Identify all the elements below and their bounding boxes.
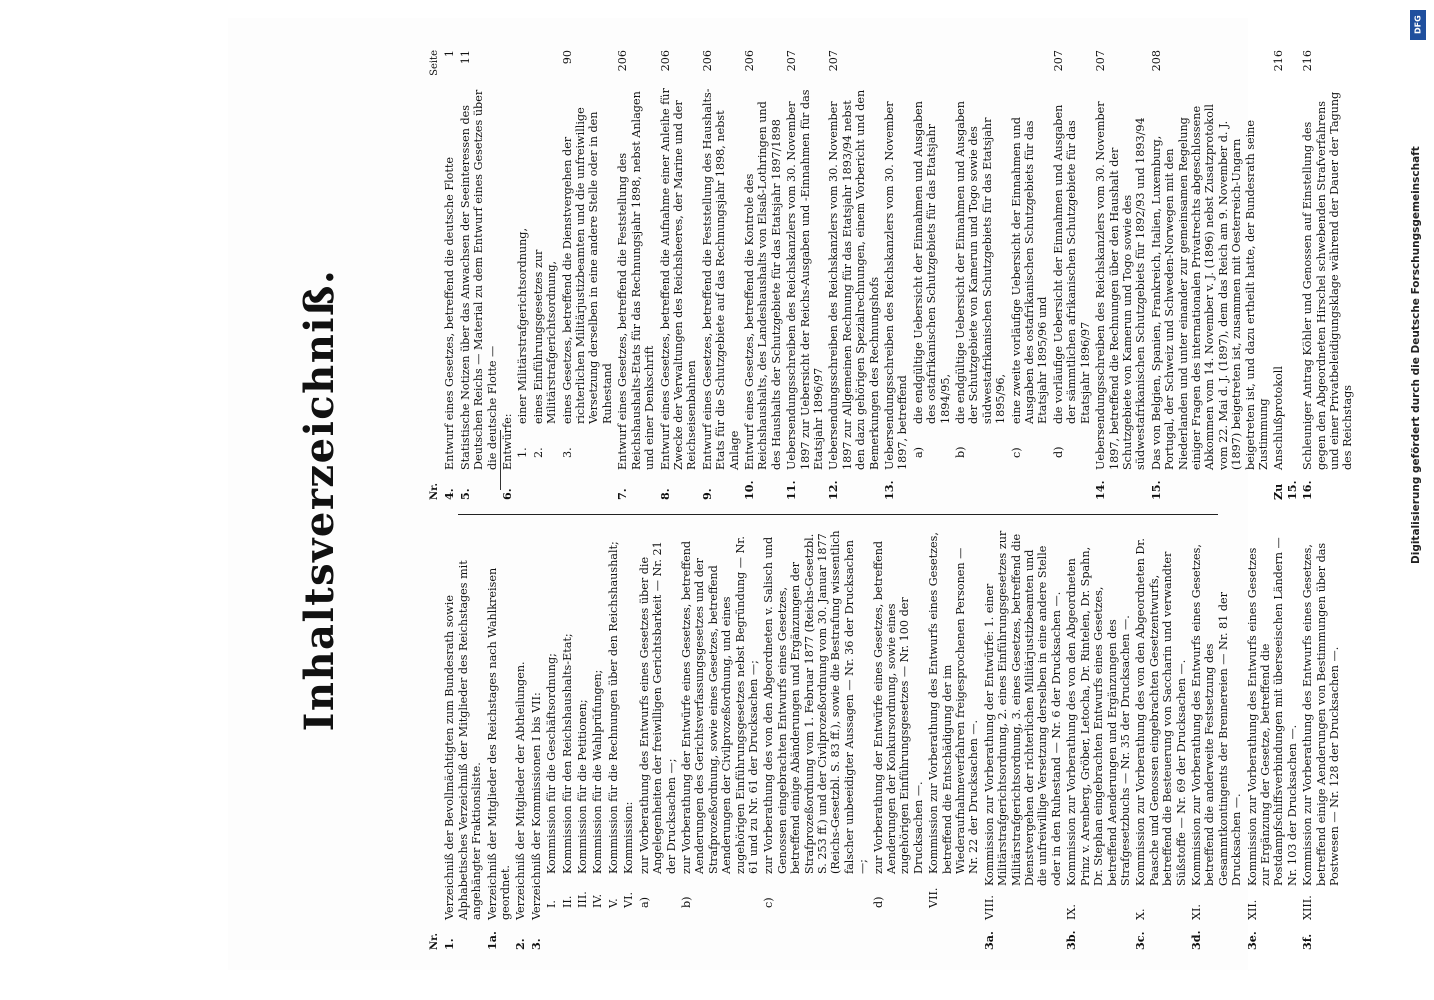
credit-strip xyxy=(1408,10,1430,990)
toc-entry xyxy=(459,50,499,500)
entry-subnumber: II. xyxy=(560,895,574,908)
entry-page-number: 206 xyxy=(742,50,756,72)
entry-subnumber: b) xyxy=(954,446,968,458)
entry-page-number: 90 xyxy=(560,50,574,65)
entry-page-number: 216 xyxy=(1301,50,1315,72)
entry-text: zur Vorberathung der Entwürfe eines Gesetzes, betreffend Aenderungen der Konkursordnung, sowie eines zugehörigen Einführungsgesetzes — Nr. 100 der Drucksachen —. xyxy=(871,540,925,874)
entry-text: Das von Belgien, Spanien, Frankreich, Italien, Luxemburg, Portugal, der Schweiz und Schweden-Norwegen mit den Niederlanden und unter einander zur gemeinsamen Regelung einiger Fragen des internationalen Privatrechts abgeschlossene Abkommen vom 14. November v. J. (1896) nebst Zusatzprotokoll vom 22. Mai d. J. (1897), dem das Reich am 9. November d. J. (1897) beigetreten ist, zusammen mit Oesterreich-Ungarn beigetreten ist, und dazu ertheilt hatte, der Bundesrath seine Zustimmung xyxy=(1149,104,1270,470)
entry-page-number: 207 xyxy=(1051,50,1065,72)
page-title: Inhaltsverzeichniß. xyxy=(296,268,343,732)
toc-entry xyxy=(443,530,483,950)
toc-entry xyxy=(443,50,456,500)
entry-text: Kommission zur Vorberathung des Entwurfs eines Gesetzes, betreffend einige Aenderungen von Bestimmungen über das Postwesen — Nr. 128 der Drucksachen —. xyxy=(1301,542,1341,886)
entry-text: zur Vorberathung des von den Abgeordneten v. Salisch und Genossen eingebrachten Entwurfs eines Gesetzes, betreffend einige Abänderungen und Ergänzungen der Strafprozeßordnung vom 1. Februar 1877 (Reichs-Gesetzbl. S. 253 ff.) und der Civilprozeßordnung vom 30. Januar 1877 (Reichs-Gesetzbl. S. 83 ff.), sowie die Bestrafung wissentlich falscher unbeeidigter Aussagen — Nr. 36 der Drucksachen —; xyxy=(762,530,870,874)
entry-page-number: 1 xyxy=(443,50,457,58)
entry-text: Verzeichniß der Bevollmächtigten zum Bundesrath sowie Alphabetisches Verzeichniß der Mitglieder des Reichstages mit angehängter Fraktionsliste. xyxy=(443,560,484,920)
entry-page-number: 206 xyxy=(658,50,672,72)
toc-entry xyxy=(785,50,825,500)
right-nr-label: Nr. xyxy=(429,483,440,500)
left-column xyxy=(428,530,1341,950)
entry-number: 4. xyxy=(442,488,457,500)
entry-text: die vorläufige Uebersicht der Einnahmen und Ausgaben der sämmtlichen afrikanischen Schutzgebiete für das Etatsjahr 1896/97 xyxy=(1051,104,1092,424)
entry-number xyxy=(1052,458,1092,488)
entry-number xyxy=(561,458,615,488)
entry-page-number: 206 xyxy=(700,50,714,72)
entry-text: zur Vorberathung der Entwürfe eines Gesetzes, betreffend Aenderungen des Gerichtsverfassungsgesetzes und der Strafprozeßordnung, sowie eines Gesetzes, betreffend Aenderungen der Civilprozeßordnung, und eines zugehörigen Einführungsgesetzes nebst Begründung — Nr. 61 und zu Nr. 61 der Drucksachen —; xyxy=(679,536,760,874)
entry-number: 8. xyxy=(657,488,672,500)
toc-entry xyxy=(607,530,620,950)
entry-subnumber: IX. xyxy=(1065,904,1079,920)
entry-number: 3c. xyxy=(1133,931,1148,950)
entry-number: 3b. xyxy=(1064,930,1079,950)
entry-subnumber: X. xyxy=(1134,908,1148,920)
entry-text: Entwurf eines Gesetzes, betreffend die Kontrole des Reichshaushalts, des Landeshaushalts von Elsaß-Lothringen und des Haushalts der Schutzgebiete für das Etatsjahr 1897/1898 xyxy=(742,101,783,470)
toc-entry xyxy=(516,50,529,500)
toc-entry xyxy=(1190,530,1244,950)
entry-subnumber: c) xyxy=(762,897,776,908)
entry-number: 7. xyxy=(615,488,630,500)
entry-text: Uebersendungsschreiben des Reichskanzlers vom 30. November 1897 zur Uebersicht der Reichs-Ausgaben und -Einnahmen für das Etatsjahr 1896/97 xyxy=(785,89,825,470)
entry-text: Schleuniger Antrag Köhler und Genossen auf Einstellung des gegen den Abgeordneten Hirschel schwebenden Strafverfahrens und einer Privatbeleidigungsklage während der Dauer der Tagung des Reichstags xyxy=(1301,91,1355,470)
entry-number: 1a. xyxy=(484,931,499,950)
entry-subnumber: 1. xyxy=(516,447,530,458)
entry-number xyxy=(532,458,559,488)
funding-credit: Digitalisierung gefördert durch die Deutsche Forschungsgemeinschaft xyxy=(1410,146,1422,564)
entry-text: Entwurf eines Gesetzes, betreffend die deutsche Flotte xyxy=(443,156,457,470)
entry-number: 10. xyxy=(741,480,756,500)
entry-number xyxy=(638,908,678,938)
entry-page-number: 208 xyxy=(1149,50,1163,72)
right-entry-list xyxy=(443,50,1354,500)
entry-page-number xyxy=(954,50,1008,84)
right-column xyxy=(428,50,1355,500)
entry-text: Kommission zur Vorberathung des Entwurfs eines Gesetzes zur Ergänzung der Gesetze, betreffend die Postdampfschiffsverbindungen mit überseeischen Ländern — Nr. 103 der Drucksachen —. xyxy=(1245,537,1299,886)
entry-subnumber: XIII. xyxy=(1301,895,1315,920)
entry-number xyxy=(762,908,869,938)
entry-page-number xyxy=(532,50,559,84)
entry-number xyxy=(680,908,760,938)
toc-entry xyxy=(514,530,527,950)
toc-entry xyxy=(1272,50,1299,500)
entry-page-number: 11 xyxy=(458,50,472,65)
entry-number xyxy=(1010,458,1050,488)
toc-entry xyxy=(1094,50,1148,500)
entry-text: Verzeichniß der Mitglieder des Reichstages nach Wahlkreisen geordnet. xyxy=(485,567,513,920)
toc-entry xyxy=(701,50,741,500)
entry-number xyxy=(622,908,635,938)
rotated-content xyxy=(228,18,1355,970)
scanned-page xyxy=(228,18,1355,970)
entry-number: 1. xyxy=(442,938,457,950)
entry-subnumber: 2. xyxy=(531,447,545,458)
toc-entry xyxy=(486,530,513,950)
entry-number: 9. xyxy=(699,488,714,500)
entry-text: Kommission für die Geschäftsordnung; xyxy=(545,653,559,874)
entry-page-number: 216 xyxy=(1272,50,1286,72)
entry-number xyxy=(561,908,574,938)
entry-page-number: 207 xyxy=(1094,50,1108,72)
entry-subnumber: VII. xyxy=(927,887,941,908)
entry-subnumber: IV. xyxy=(591,893,605,908)
entry-subnumber: I. xyxy=(545,900,559,908)
entry-text: Anschlußprotokoll xyxy=(1272,366,1286,470)
entry-page-number xyxy=(516,50,529,84)
entry-page-number xyxy=(912,50,952,84)
entry-subnumber: XI. xyxy=(1189,904,1203,920)
entry-number xyxy=(954,458,1008,488)
entry-subnumber: b) xyxy=(679,896,693,908)
entry-subnumber: d) xyxy=(1051,446,1065,458)
entry-text: zur Vorberathung des Entwurfs eines Gesetzes über die Angelegenheiten der freiwilligen Gerichtsbarkeit — Nr. 21 der Drucksachen —; xyxy=(637,541,678,874)
entry-text: Kommission: xyxy=(622,801,636,874)
toc-entry xyxy=(638,530,678,950)
toc-entry xyxy=(1052,50,1092,500)
column-divider xyxy=(458,514,1218,515)
entry-text: Uebersendungsschreiben des Reichskanzlers vom 30. November 1897 zur Allgemeinen Rechnung für das Etatsjahr 1893/94 nebst den dazu gehörigen Spezialrechnungen, einem Vorbericht und den Bemerkungen des Rechnungshofs xyxy=(827,89,881,470)
entry-text: die endgültige Uebersicht der Einnahmen und Ausgaben der Schutzgebiete von Kamerun und Togo sowie des südwestafrikanischen Schutzgebiets für das Etatsjahr 1895/96, xyxy=(954,101,1008,424)
entry-number: 16. xyxy=(1300,480,1315,500)
entry-text: Kommission zur Vorberathung des von den Abgeordneten Prinz v. Arenberg, Gröber, Letocha, Dr. Rintelen, Dr. Spahn, Dr. Stephan eingebrachten Entwurfs eines Gesetzes, betreffend Aenderungen und Ergänzungen des Strafgesetzbuchs — Nr. 35 der Drucksachen —. xyxy=(1065,546,1132,886)
toc-entry xyxy=(1246,530,1300,950)
entry-subnumber: d) xyxy=(871,896,885,908)
dfg-logo: DFG xyxy=(1410,10,1426,40)
entry-subnumber: XII. xyxy=(1245,899,1259,920)
entry-number xyxy=(545,908,558,938)
toc-entry xyxy=(561,50,615,500)
entry-page-number xyxy=(501,50,514,84)
entry-page-number xyxy=(883,50,910,84)
entry-text: Kommission für die Petitionen; xyxy=(576,699,590,874)
entry-text: Kommission zur Vorberathung der Entwürfe: 1. einer Militärstrafgerichtsordnung, 2. eines Einführungsgesetzes zur Militärstrafgerichtsordnung, 3. eines Gesetzes, betreffend die Dienstvergehen der richterlichen Militärjustizbeamten und die unfreiwillige Versetzung derselben in eine andere Stelle oder in den Ruhestand — Nr. 6 der Drucksachen —. xyxy=(982,530,1063,886)
toc-entry xyxy=(1301,530,1341,950)
entry-text: eine zweite vorläufige Uebersicht der Einnahmen und Ausgaben des ostafrikanischen Schutzgebiets für das Etatsjahr 1895/96 und xyxy=(1009,117,1050,424)
entry-number xyxy=(872,908,926,938)
toc-entry xyxy=(591,530,604,950)
entry-text: Uebersendungsschreiben des Reichskanzlers vom 30. November 1897, betreffend die Rechnungen über den Haushalt der Schutzgebiete von Kamerun und Togo sowie des südwestafrikanischen Schutzgebiets für 1892/93 und 1893/94 xyxy=(1094,101,1148,470)
entry-text: Kommission für die Rechnungen über den Reichshaushalt; xyxy=(606,541,620,874)
entry-text: Kommission für den Reichshaushalts-Etat; xyxy=(560,633,574,874)
toc-entry xyxy=(954,50,1008,500)
entry-subnumber: III. xyxy=(576,891,590,908)
toc-entry xyxy=(912,50,952,500)
entry-number: 15. xyxy=(1148,480,1163,500)
entry-number xyxy=(927,908,981,938)
entry-text: Uebersendungsschreiben des Reichskanzlers vom 30. November 1897, betreffend xyxy=(883,101,910,470)
entry-number: 12. xyxy=(826,480,841,500)
entry-number: 3d. xyxy=(1188,930,1203,950)
entry-text: Verzeichniß der Kommissionen I bis VII: xyxy=(529,692,543,920)
toc-entry xyxy=(1301,50,1355,500)
left-nr-label: Nr. xyxy=(429,933,440,950)
toc-entry xyxy=(501,50,514,500)
entry-number: 3. xyxy=(528,938,543,950)
entry-number: 3e. xyxy=(1244,931,1259,950)
entry-text: Kommission für die Wahlprüfungen; xyxy=(591,669,605,874)
entry-number: 13. xyxy=(882,480,896,500)
entry-number: 2. xyxy=(513,938,528,950)
entry-number xyxy=(607,908,620,938)
entry-text: eines Gesetzes, betreffend die Dienstvergehen der richterlichen Militärjustizbeamten und die unfreiwillige Versetzung derselben in eine andere Stelle oder in den Ruhestand xyxy=(560,107,614,424)
toc-entry xyxy=(545,530,558,950)
entry-number xyxy=(912,458,952,488)
toc-entry xyxy=(561,530,574,950)
entry-number xyxy=(516,458,529,488)
toc-entry xyxy=(1150,50,1271,500)
toc-entry xyxy=(616,50,656,500)
toc-entry xyxy=(983,530,1063,950)
entry-subnumber: c) xyxy=(1009,447,1023,458)
entry-page-number xyxy=(1010,50,1050,84)
seite-label: Seite xyxy=(429,50,440,76)
entry-number: 11. xyxy=(784,480,799,500)
toc-entry xyxy=(927,530,981,950)
entry-subnumber: a) xyxy=(911,446,925,458)
entry-text: eines Einführungsgesetzes zur Militärstrafgerichtsordnung, xyxy=(531,249,559,424)
entry-text: Statistische Notizen über das Anwachsen der Seeinteressen des Deutschen Reichs — Material zu dem Entwurf eines Gesetzes über die deutsche Flotte — xyxy=(458,89,499,470)
entry-number: 3a. xyxy=(981,931,996,950)
toc-entry xyxy=(680,530,760,950)
entry-subnumber: 3. xyxy=(560,447,574,458)
entry-text: Kommission zur Vorberathung des von den Abgeordneten Dr. Paasche und Genossen eingebrachten Gesetzentwurfs, betreffend die Besteuerung von Saccharin und verwandter Süßstoffe — Nr. 69 der Drucksachen —. xyxy=(1134,538,1188,886)
toc-entry xyxy=(1134,530,1188,950)
entry-number xyxy=(576,908,589,938)
toc-entry xyxy=(576,530,589,950)
entry-number: 14. xyxy=(1093,480,1108,500)
entry-text: Kommission zur Vorberathung des Entwurfs eines Gesetzes, betreffend die Entschädigung der im Wiederaufnahmeverfahren freigesprochenen Personen — Nr. 22 der Drucksachen —. xyxy=(927,532,981,874)
entry-subnumber: V. xyxy=(606,898,620,908)
entry-subnumber: VIII. xyxy=(982,895,996,920)
toc-entry xyxy=(743,50,783,500)
toc-entry xyxy=(530,530,543,950)
entry-page-number: 206 xyxy=(616,50,630,72)
entry-text: Verzeichniß der Mitglieder der Abtheilungen. xyxy=(514,661,528,920)
entry-text: einer Militärstrafgerichtsordnung, xyxy=(516,227,530,424)
entry-text: Kommission zur Vorberathung des Entwurfs eines Gesetzes, betreffend die anderweite Festsetzung des Gesammtkontingents der Brennereien — Nr. 81 der Drucksachen —. xyxy=(1189,544,1244,886)
entry-page-number: 207 xyxy=(827,50,841,72)
entry-text: Entwurf eines Gesetzes, betreffend die Feststellung des Reichshaushalts-Etats für das Rechnungsjahr 1898, nebst Anlagen und einer Denkschrift xyxy=(616,91,657,470)
toc-entry xyxy=(659,50,699,500)
entry-number xyxy=(591,908,604,938)
entry-subnumber: VI. xyxy=(622,891,636,908)
entry-page-number: 207 xyxy=(785,50,799,72)
toc-entry xyxy=(532,50,559,500)
entry-text: Entwurf eines Gesetzes, betreffend die Aufnahme einer Anleihe für Zwecke der Verwaltungen des Reichsheeres, der Marine und der Reichseisenbahnen xyxy=(658,88,699,470)
entry-number: Zu 15. xyxy=(1271,480,1299,500)
toc-entry xyxy=(762,530,869,950)
toc-entry xyxy=(883,50,910,500)
toc-entry xyxy=(1065,530,1132,950)
entry-text: Entwurf eines Gesetzes, betreffend die Feststellung des Haushalts-Etats für die Schutzgebiete auf das Rechnungsjahr 1898, nebst Anlage xyxy=(700,88,741,470)
entry-number: 3f. xyxy=(1300,933,1315,950)
toc-entry xyxy=(622,530,635,950)
left-entry-list xyxy=(443,530,1341,950)
entry-text: Entwürfe: xyxy=(501,413,515,470)
entry-subnumber: a) xyxy=(637,896,651,908)
entry-text: die endgültige Uebersicht der Einnahmen und Ausgaben des ostafrikanischen Schutzgebiets für das Etatsjahr 1894/95, xyxy=(911,101,952,424)
toc-entry xyxy=(872,530,926,950)
entry-number: 6. xyxy=(500,488,515,500)
toc-entry xyxy=(827,50,881,500)
toc-entry xyxy=(1010,50,1050,500)
entry-number: 5. xyxy=(457,488,472,500)
